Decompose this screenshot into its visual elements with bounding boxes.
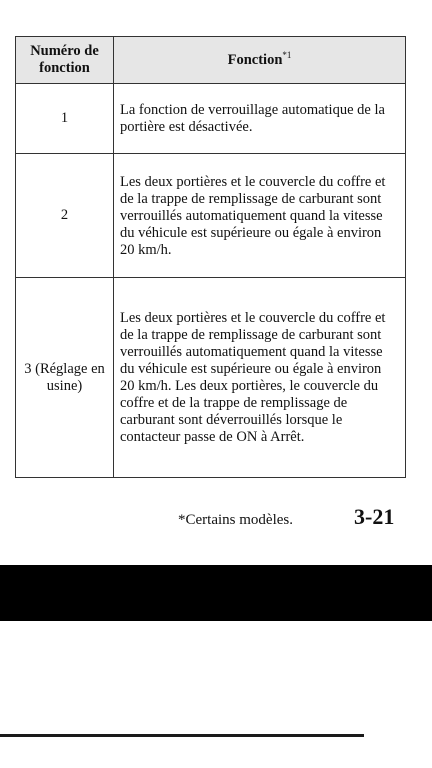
- footnote: *Certains modèles.: [178, 512, 293, 528]
- header-function-number: [16, 37, 114, 84]
- function-number-cell: 3 (Réglage en usine): [16, 278, 114, 478]
- function-number-cell: 2: [16, 154, 114, 278]
- function-description-cell: Les deux portières et le couvercle du coffre et de la trappe de remplissage de carburant sont verrouillés automatiquement quand la vitesse du véhicule est supérieure ou égale à environ 20 km/h.: [114, 154, 406, 278]
- function-description-cell: La fonction de verrouillage automatique de la portière est désactivée.: [114, 84, 406, 154]
- function-description-cell: Les deux portières et le couvercle du coffre et de la trappe de remplissage de carburant sont verrouillés automatiquement quand la vitesse du véhicule est supérieure ou égale à environ 20 km/h. Les deux portières, le couvercle du coffre et de la trappe de remplissage de carburant sont déverrouillés lorsque le contacteur passe de ON à Arrêt.: [114, 278, 406, 478]
- black-band-divider: [0, 565, 432, 621]
- table-header-row: [16, 37, 406, 84]
- function-number-cell: 1: [16, 84, 114, 154]
- header-function-label: Fonction: [227, 51, 283, 68]
- table-row: [16, 278, 406, 478]
- header-function: [114, 37, 406, 84]
- function-table: [15, 36, 406, 478]
- page-number: 3-21: [354, 504, 395, 529]
- header-function-footnote-mark: *1: [282, 49, 292, 60]
- header-function-number-label: Numéro de fonction: [30, 43, 99, 76]
- table-row: [16, 154, 406, 278]
- table-row: [16, 84, 406, 154]
- bottom-rule: [0, 734, 364, 737]
